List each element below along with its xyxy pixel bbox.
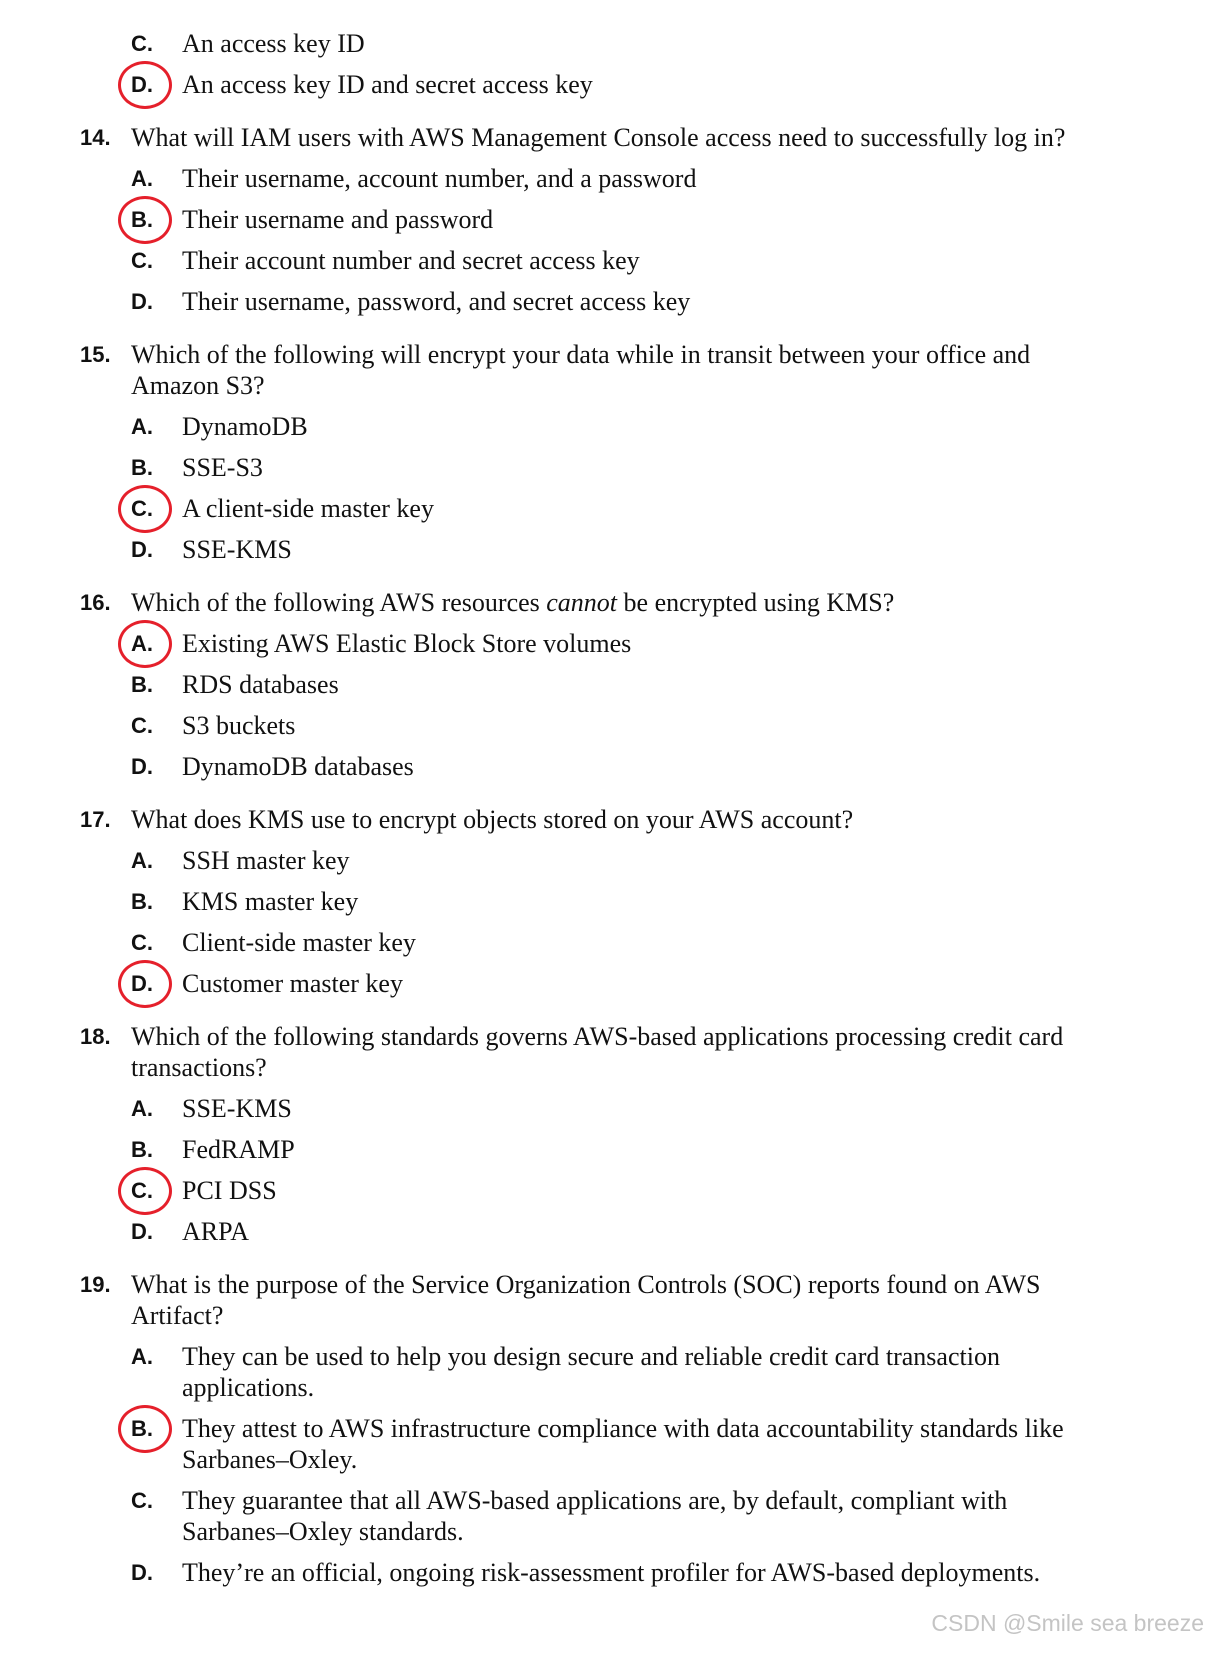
option-text: FedRAMP xyxy=(182,1135,295,1164)
option-text: Client-side master key xyxy=(182,928,416,957)
option-text: A client-side master key xyxy=(182,494,434,523)
option-text-line: They can be used to help you design secure and reliable credit card transaction xyxy=(182,1342,1000,1371)
option-letter: D. xyxy=(131,754,153,779)
answer-option-circled xyxy=(0,968,1218,999)
option-text: RDS databases xyxy=(182,670,339,699)
answer-option xyxy=(0,163,1218,194)
option-letter: B. xyxy=(131,672,153,697)
option-letter: C. xyxy=(131,493,153,524)
answer-option xyxy=(0,1134,1218,1165)
question-stem xyxy=(0,1269,1218,1331)
question-text-part: cannot xyxy=(546,588,618,617)
option-text: An access key ID and secret access key xyxy=(182,70,593,99)
option-letter: A. xyxy=(131,848,153,873)
answer-option xyxy=(0,886,1218,917)
option-text: KMS master key xyxy=(182,887,359,916)
question-stem xyxy=(0,804,1218,835)
question-number: 16. xyxy=(80,590,111,615)
answer-option xyxy=(0,1485,1218,1547)
answer-option xyxy=(0,927,1218,958)
option-letter: A. xyxy=(131,1344,153,1369)
watermark: CSDN @Smile sea breeze xyxy=(931,1610,1204,1636)
option-letter: B. xyxy=(131,204,153,235)
exam-page xyxy=(0,28,1218,1588)
option-letter: B. xyxy=(131,1137,153,1162)
question-text-line: What is the purpose of the Service Organization Controls (SOC) reports found on AWS xyxy=(131,1270,1041,1299)
question-number: 19. xyxy=(80,1272,111,1297)
option-letter: C. xyxy=(131,930,153,955)
answer-option-circled xyxy=(0,69,1218,100)
option-letter: D. xyxy=(131,1219,153,1244)
answer-option-circled xyxy=(0,628,1218,659)
option-text: Customer master key xyxy=(182,969,403,998)
option-letter: B. xyxy=(131,455,153,480)
option-text-line: They attest to AWS infrastructure compliance with data accountability standards like xyxy=(182,1414,1064,1443)
option-letter: D. xyxy=(131,289,153,314)
question-number: 18. xyxy=(80,1024,111,1049)
option-text: Their username, account number, and a password xyxy=(182,164,697,193)
option-letter: B. xyxy=(131,889,153,914)
option-text: S3 buckets xyxy=(182,711,296,740)
option-letter: C. xyxy=(131,1488,153,1513)
answer-option xyxy=(0,1557,1218,1588)
option-letter: D. xyxy=(131,1560,153,1585)
option-text-line: They guarantee that all AWS-based applications are, by default, compliant with xyxy=(182,1486,1008,1515)
option-letter: A. xyxy=(131,1096,153,1121)
option-letter: A. xyxy=(131,166,153,191)
option-text: Their username and password xyxy=(182,205,494,234)
option-letter: C. xyxy=(131,248,153,273)
option-letter: A. xyxy=(131,628,153,659)
answer-option xyxy=(0,534,1218,565)
answer-option-circled xyxy=(0,493,1218,524)
question-stem xyxy=(0,1021,1218,1083)
answer-option xyxy=(0,28,1218,59)
question-text-line: Amazon S3? xyxy=(131,371,265,400)
question-text-part: be encrypted using KMS? xyxy=(617,588,895,617)
answer-option xyxy=(0,845,1218,876)
option-letter: A. xyxy=(131,414,153,439)
option-text: DynamoDB databases xyxy=(182,752,414,781)
answer-option xyxy=(0,286,1218,317)
option-text-line: Sarbanes–Oxley standards. xyxy=(182,1517,464,1546)
option-text: DynamoDB xyxy=(182,412,308,441)
option-letter: C. xyxy=(131,31,153,56)
answer-option xyxy=(0,669,1218,700)
option-letter: C. xyxy=(131,713,153,738)
option-text-line: applications. xyxy=(182,1373,315,1402)
option-text: SSE-KMS xyxy=(182,1094,292,1123)
option-text: Existing AWS Elastic Block Store volumes xyxy=(182,629,632,658)
question-stem xyxy=(0,339,1218,401)
option-text: An access key ID xyxy=(182,29,365,58)
answer-option xyxy=(0,710,1218,741)
question-text-line: Artifact? xyxy=(131,1301,224,1330)
question-number: 17. xyxy=(80,807,111,832)
answer-option xyxy=(0,1216,1218,1247)
question-stem xyxy=(0,587,1218,618)
option-letter: D. xyxy=(131,537,153,562)
option-text-line: Sarbanes–Oxley. xyxy=(182,1445,358,1474)
option-text: They’re an official, ongoing risk-assessment profiler for AWS-based deployments. xyxy=(182,1558,1041,1587)
answer-option-circled xyxy=(0,1413,1218,1475)
question-number: 14. xyxy=(80,125,111,150)
option-letter: B. xyxy=(131,1413,153,1444)
option-letter: D. xyxy=(131,69,153,100)
question-text-line: What does KMS use to encrypt objects stored on your AWS account? xyxy=(131,805,854,834)
option-text: Their account number and secret access key xyxy=(182,246,640,275)
option-text: Their username, password, and secret access key xyxy=(182,287,691,316)
question-text-line: What will IAM users with AWS Management Console access need to successfully log in? xyxy=(131,123,1066,152)
question-text-line: Which of the following standards governs AWS-based applications processing credit card xyxy=(131,1022,1064,1051)
answer-option xyxy=(0,751,1218,782)
answer-option-circled xyxy=(0,1175,1218,1206)
answer-option xyxy=(0,411,1218,442)
option-letter: C. xyxy=(131,1175,153,1206)
question-number: 15. xyxy=(80,342,111,367)
option-text: ARPA xyxy=(182,1217,249,1246)
option-letter: D. xyxy=(131,968,153,999)
option-text: SSH master key xyxy=(182,846,350,875)
answer-option xyxy=(0,245,1218,276)
question-text-part: Which of the following AWS resources xyxy=(131,588,547,617)
question-text xyxy=(131,587,1218,618)
question-text-line: transactions? xyxy=(131,1053,267,1082)
option-text: SSE-S3 xyxy=(182,453,263,482)
answer-option xyxy=(0,1093,1218,1124)
answer-option xyxy=(0,1341,1218,1403)
question-stem xyxy=(0,122,1218,153)
answer-option xyxy=(0,452,1218,483)
answer-option-circled xyxy=(0,204,1218,235)
question-text-line: Which of the following will encrypt your data while in transit between your office and xyxy=(131,340,1031,369)
option-text: PCI DSS xyxy=(182,1176,277,1205)
option-text: SSE-KMS xyxy=(182,535,292,564)
